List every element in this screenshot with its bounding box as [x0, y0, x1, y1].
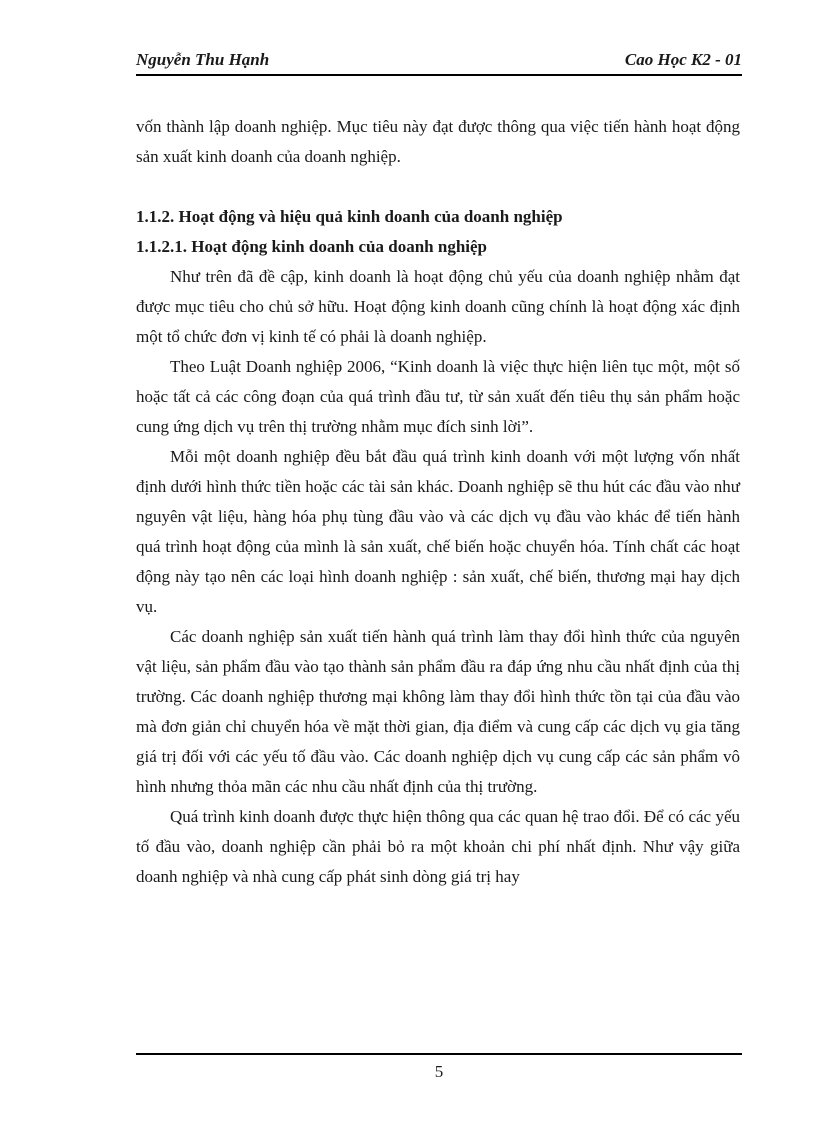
subsection-heading: 1.1.2.1. Hoạt động kinh doanh của doanh nghiệp — [136, 237, 487, 256]
header-author: Nguyễn Thu Hạnh — [136, 50, 270, 69]
header-course: Cao Học K2 - 01 — [624, 50, 742, 69]
header-rule — [136, 74, 742, 76]
page-number: 5 — [434, 1062, 444, 1081]
paragraph: Theo Luật Doanh nghiệp 2006, “Kinh doanh là việc thực hiện liên tục một, một số hoặc tất cả các công đoạn của quá trình đầu tư, từ sản xuất đến tiêu thụ sản phẩm hoặc cung ứng dịch vụ trên thị trường nhằm mục đích sinh lời”. — [136, 357, 740, 436]
paragraph: Quá trình kinh doanh được thực hiện thông qua các quan hệ trao đổi. Để có các yếu tố đầu vào, doanh nghiệp cần phải bỏ ra một khoản chi phí nhất định. Như vậy giữa doanh nghiệp và nhà cung cấp phát sinh dòng giá trị hay — [136, 807, 740, 886]
paragraph: Các doanh nghiệp sản xuất tiến hành quá trình làm thay đổi hình thức của nguyên vật liệu, sản phẩm đầu vào tạo thành sản phẩm đầu ra đáp ứng nhu cầu nhất định của thị trường. Các doanh nghiệp thương mại không làm thay đổi hình thức tồn tại của đầu vào mà đơn giản chỉ chuyển hóa về mặt thời gian, địa điểm và cung cấp các dịch vụ gia tăng giá trị đối với các yếu tố đầu vào. Các doanh nghiệp dịch vụ cung cấp các sản phẩm vô hình nhưng thỏa mãn các nhu cầu nhất định của thị trường. — [136, 627, 740, 796]
footer-rule — [136, 1053, 742, 1055]
intro-paragraph: vốn thành lập doanh nghiệp. Mục tiêu này đạt được thông qua việc tiến hành hoạt động sản xuất kinh doanh của doanh nghiệp. — [136, 117, 740, 166]
section-heading: 1.1.2. Hoạt động và hiệu quả kinh doanh của doanh nghiệp — [136, 207, 563, 226]
paragraph: Mỗi một doanh nghiệp đều bắt đầu quá trình kinh doanh với một lượng vốn nhất định dưới hình thức tiền hoặc các tài sản khác. Doanh nghiệp sẽ thu hút các đầu vào như nguyên vật liệu, hàng hóa phụ tùng đầu vào và các dịch vụ đầu vào khác để tiến hành quá trình hoạt động của mình là sản xuất, chế biến hoặc chuyển hóa. Tính chất các hoạt động này tạo nên các loại hình doanh nghiệp : sản xuất, chế biến, thương mại hay dịch vụ. — [136, 447, 740, 616]
document-body — [136, 112, 740, 892]
paragraph: Như trên đã đề cập, kinh doanh là hoạt động chủ yếu của doanh nghiệp nhằm đạt được mục tiêu cho chủ sở hữu. Hoạt động kinh doanh cũng chính là hoạt động xác định một tổ chức đơn vị kinh tế có phải là doanh nghiệp. — [136, 267, 740, 346]
section-gap — [136, 172, 740, 202]
page-header — [136, 46, 742, 76]
